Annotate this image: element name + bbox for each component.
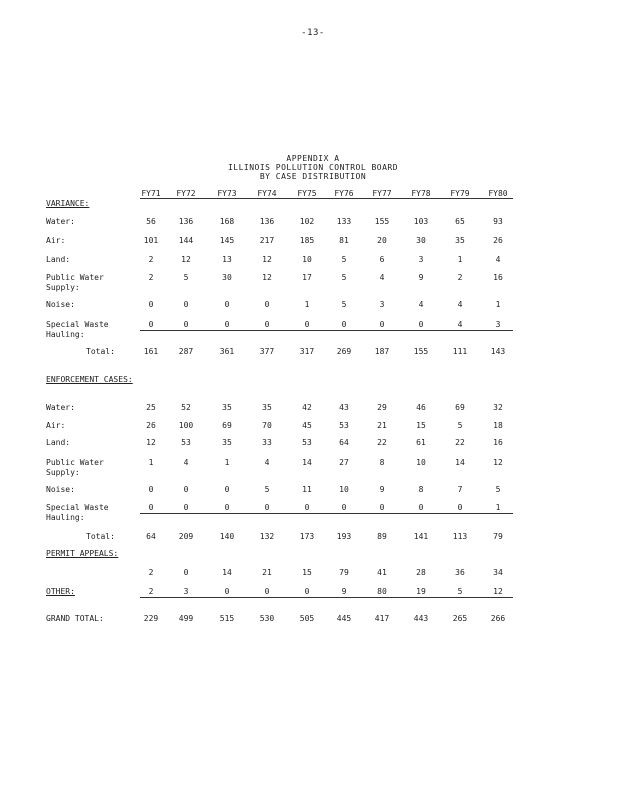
row-label: Water:: [46, 217, 75, 226]
table-cell: 0: [183, 503, 189, 512]
table-cell: 12: [146, 438, 156, 447]
table-cell: 70: [262, 421, 272, 430]
row-label: Land:: [46, 255, 71, 264]
row-label: Noise:: [46, 300, 75, 309]
section-heading-other: OTHER:: [46, 587, 75, 596]
table-cell: 0: [379, 503, 385, 512]
table-cell: 0: [148, 320, 154, 329]
underline-rule: [140, 198, 513, 199]
table-cell: 12: [262, 273, 272, 282]
appendix-title: APPENDIX A: [286, 154, 340, 163]
table-cell: 4: [457, 300, 463, 309]
board-title: ILLINOIS POLLUTION CONTROL BOARD: [227, 163, 399, 172]
table-cell: 10: [302, 255, 312, 264]
table-cell: 9: [341, 587, 347, 596]
table-cell: 14: [455, 458, 465, 467]
table-cell: 9: [379, 485, 385, 494]
table-cell: 46: [416, 403, 426, 412]
distribution-title: BY CASE DISTRIBUTION: [259, 172, 367, 181]
table-cell: 14: [222, 568, 232, 577]
table-cell: 32: [493, 403, 503, 412]
table-cell: 530: [259, 614, 275, 623]
grand-total-label: GRAND TOTAL:: [46, 614, 104, 623]
table-cell: 12: [493, 458, 503, 467]
underline-rule: [140, 330, 513, 331]
table-cell: 1: [457, 255, 463, 264]
table-cell: 505: [299, 614, 315, 623]
table-cell: 0: [457, 503, 463, 512]
column-header-fy74: FY74: [257, 189, 277, 198]
table-cell: 53: [181, 438, 191, 447]
table-cell: 185: [299, 236, 315, 245]
table-cell: 20: [377, 236, 387, 245]
table-cell: 161: [143, 347, 159, 356]
table-cell: 42: [302, 403, 312, 412]
table-cell: 0: [264, 587, 270, 596]
table-cell: 8: [379, 458, 385, 467]
table-cell: 100: [178, 421, 194, 430]
table-cell: 3: [495, 320, 501, 329]
table-cell: 5: [495, 485, 501, 494]
table-cell: 89: [377, 532, 387, 541]
table-cell: 102: [299, 217, 315, 226]
row-label: Noise:: [46, 485, 75, 494]
table-cell: 61: [416, 438, 426, 447]
table-cell: 35: [222, 438, 232, 447]
row-label: Land:: [46, 438, 71, 447]
table-cell: 53: [339, 421, 349, 430]
table-cell: 16: [493, 273, 503, 282]
table-cell: 56: [146, 217, 156, 226]
table-cell: 1: [304, 300, 310, 309]
column-header-fy76: FY76: [334, 189, 354, 198]
table-cell: 9: [418, 273, 424, 282]
table-cell: 3: [418, 255, 424, 264]
row-label: Air:: [46, 236, 66, 245]
table-cell: 0: [418, 320, 424, 329]
table-cell: 209: [178, 532, 194, 541]
table-cell: 21: [262, 568, 272, 577]
table-cell: 155: [374, 217, 390, 226]
table-cell: 0: [224, 503, 230, 512]
table-cell: 19: [416, 587, 426, 596]
table-cell: 1: [224, 458, 230, 467]
table-cell: 33: [262, 438, 272, 447]
table-cell: 0: [224, 485, 230, 494]
table-cell: 136: [259, 217, 275, 226]
table-cell: 0: [148, 300, 154, 309]
column-header-fy77: FY77: [372, 189, 392, 198]
table-cell: 26: [146, 421, 156, 430]
section-heading-permit-appeals: PERMIT APPEALS:: [46, 549, 119, 558]
table-cell: 4: [495, 255, 501, 264]
table-cell: 28: [416, 568, 426, 577]
table-cell: 0: [148, 503, 154, 512]
table-cell: 21: [377, 421, 387, 430]
table-cell: 145: [219, 236, 235, 245]
row-label: Public Water Supply:: [46, 273, 104, 292]
table-cell: 5: [341, 255, 347, 264]
table-cell: 417: [374, 614, 390, 623]
table-cell: 17: [302, 273, 312, 282]
table-cell: 18: [493, 421, 503, 430]
table-cell: 317: [299, 347, 315, 356]
row-label: Public Water Supply:: [46, 458, 104, 477]
table-cell: 140: [219, 532, 235, 541]
table-cell: 52: [181, 403, 191, 412]
table-cell: 0: [264, 503, 270, 512]
table-cell: 16: [493, 438, 503, 447]
page-number: -13-: [301, 28, 325, 38]
table-cell: 0: [264, 320, 270, 329]
table-cell: 1: [495, 503, 501, 512]
table-cell: 1: [148, 458, 154, 467]
table-cell: 69: [222, 421, 232, 430]
table-cell: 217: [259, 236, 275, 245]
table-cell: 0: [418, 503, 424, 512]
table-cell: 443: [413, 614, 429, 623]
table-cell: 45: [302, 421, 312, 430]
table-cell: 103: [413, 217, 429, 226]
table-cell: 12: [181, 255, 191, 264]
table-cell: 29: [377, 403, 387, 412]
underline-rule: [140, 513, 513, 514]
table-cell: 0: [379, 320, 385, 329]
table-cell: 144: [178, 236, 194, 245]
column-header-fy71: FY71: [141, 189, 161, 198]
table-cell: 35: [262, 403, 272, 412]
table-cell: 80: [377, 587, 387, 596]
table-cell: 27: [339, 458, 349, 467]
table-cell: 377: [259, 347, 275, 356]
table-cell: 0: [224, 587, 230, 596]
table-cell: 5: [264, 485, 270, 494]
table-cell: 143: [490, 347, 506, 356]
table-cell: 5: [457, 421, 463, 430]
row-label: Special Waste Hauling:: [46, 320, 109, 339]
table-cell: 141: [413, 532, 429, 541]
section-heading-enforcement: ENFORCEMENT CASES:: [46, 375, 133, 384]
table-cell: 2: [148, 255, 154, 264]
table-cell: 168: [219, 217, 235, 226]
table-cell: 193: [336, 532, 352, 541]
column-header-fy79: FY79: [450, 189, 470, 198]
table-cell: 79: [339, 568, 349, 577]
table-cell: 79: [493, 532, 503, 541]
table-cell: 4: [418, 300, 424, 309]
table-cell: 35: [222, 403, 232, 412]
table-cell: 5: [457, 587, 463, 596]
table-cell: 1: [495, 300, 501, 309]
table-cell: 5: [341, 273, 347, 282]
table-cell: 10: [339, 485, 349, 494]
table-cell: 10: [416, 458, 426, 467]
table-cell: 287: [178, 347, 194, 356]
table-cell: 229: [143, 614, 159, 623]
table-cell: 269: [336, 347, 352, 356]
table-cell: 0: [304, 320, 310, 329]
table-cell: 65: [455, 217, 465, 226]
table-cell: 41: [377, 568, 387, 577]
table-cell: 43: [339, 403, 349, 412]
table-cell: 22: [455, 438, 465, 447]
table-cell: 266: [490, 614, 506, 623]
table-cell: 2: [148, 568, 154, 577]
table-cell: 4: [457, 320, 463, 329]
table-cell: 2: [148, 587, 154, 596]
column-header-fy75: FY75: [297, 189, 317, 198]
table-cell: 12: [493, 587, 503, 596]
table-cell: 3: [183, 587, 189, 596]
table-cell: 11: [302, 485, 312, 494]
table-cell: 12: [262, 255, 272, 264]
table-cell: 36: [455, 568, 465, 577]
table-cell: 7: [457, 485, 463, 494]
table-cell: 0: [183, 320, 189, 329]
row-label: Water:: [46, 403, 75, 412]
table-cell: 265: [452, 614, 468, 623]
table-cell: 22: [377, 438, 387, 447]
table-cell: 0: [148, 485, 154, 494]
table-cell: 136: [178, 217, 194, 226]
table-cell: 4: [379, 273, 385, 282]
table-cell: 0: [264, 300, 270, 309]
table-cell: 0: [304, 587, 310, 596]
table-cell: 13: [222, 255, 232, 264]
table-cell: 64: [339, 438, 349, 447]
table-cell: 133: [336, 217, 352, 226]
table-cell: 0: [224, 320, 230, 329]
column-header-fy80: FY80: [488, 189, 508, 198]
table-cell: 101: [143, 236, 159, 245]
table-cell: 25: [146, 403, 156, 412]
column-header-fy72: FY72: [176, 189, 196, 198]
table-cell: 0: [304, 503, 310, 512]
column-header-fy78: FY78: [411, 189, 431, 198]
table-cell: 0: [224, 300, 230, 309]
table-cell: 53: [302, 438, 312, 447]
table-cell: 111: [452, 347, 468, 356]
table-cell: 0: [183, 485, 189, 494]
table-cell: 113: [452, 532, 468, 541]
row-label: Special Waste Hauling:: [46, 503, 109, 522]
table-cell: 69: [455, 403, 465, 412]
table-cell: 187: [374, 347, 390, 356]
table-cell: 64: [146, 532, 156, 541]
table-cell: 2: [148, 273, 154, 282]
table-cell: 93: [493, 217, 503, 226]
table-cell: 26: [493, 236, 503, 245]
section-heading-variance: VARIANCE:: [46, 199, 90, 208]
table-cell: 173: [299, 532, 315, 541]
section-total-label: Total:: [86, 532, 115, 541]
underline-rule: [140, 597, 513, 598]
column-header-fy73: FY73: [217, 189, 237, 198]
table-cell: 4: [264, 458, 270, 467]
table-cell: 0: [183, 300, 189, 309]
table-cell: 30: [222, 273, 232, 282]
table-cell: 361: [219, 347, 235, 356]
table-cell: 0: [341, 503, 347, 512]
table-cell: 15: [302, 568, 312, 577]
table-cell: 2: [457, 273, 463, 282]
row-label: Air:: [46, 421, 66, 430]
table-cell: 3: [379, 300, 385, 309]
table-cell: 35: [455, 236, 465, 245]
section-total-label: Total:: [86, 347, 115, 356]
table-cell: 515: [219, 614, 235, 623]
table-cell: 0: [183, 568, 189, 577]
table-cell: 30: [416, 236, 426, 245]
table-cell: 34: [493, 568, 503, 577]
table-cell: 15: [416, 421, 426, 430]
table-cell: 155: [413, 347, 429, 356]
table-cell: 132: [259, 532, 275, 541]
table-cell: 14: [302, 458, 312, 467]
table-cell: 445: [336, 614, 352, 623]
table-cell: 5: [341, 300, 347, 309]
table-cell: 8: [418, 485, 424, 494]
table-cell: 499: [178, 614, 194, 623]
table-cell: 4: [183, 458, 189, 467]
table-cell: 6: [379, 255, 385, 264]
table-cell: 0: [341, 320, 347, 329]
table-cell: 5: [183, 273, 189, 282]
table-cell: 81: [339, 236, 349, 245]
